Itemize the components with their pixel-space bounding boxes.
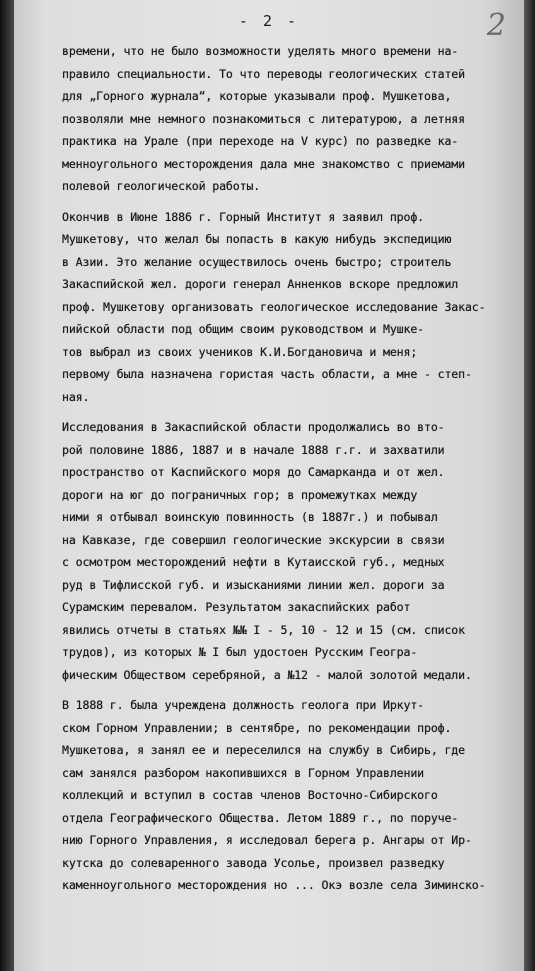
text-line: Окончив в Июне 1886 г. Горный Институт я заявил проф.	[62, 209, 424, 224]
scan-right-edge	[524, 0, 535, 971]
text-line: дороги на юг до пограничных гор; в промежутках между	[62, 487, 418, 502]
text-line: ная.	[62, 389, 90, 404]
text-line: сам занялся разбором накопившихся в Горном Управлении	[62, 765, 424, 780]
text-line: Закаспийской жел. дороги генерал Анненков вскоре предложил	[62, 277, 459, 291]
paragraph-gap	[62, 686, 510, 694]
text-line: проф. Мушкетову организовать геологическое исследование Закас-	[62, 299, 486, 314]
text-line: В 1888 г. была учреждена должность геолога при Иркут-	[62, 698, 424, 712]
text-line: Сурамским перевалом. Результатом закаспийских работ	[62, 600, 411, 614]
text-line: нию Горного Управления, я исследовал берега р. Ангары от Ир-	[62, 833, 472, 847]
text-line: пийской области под общим своим руководством и Мушке-	[62, 322, 424, 336]
paragraph-gap	[62, 408, 510, 416]
text-line: ском Горном Управлении; в сентябре, по рекомендации проф.	[62, 720, 452, 735]
text-line: Исследования в Закаспийской области продолжались во вто-	[62, 420, 445, 434]
paragraph-gap	[62, 198, 510, 206]
text-line: рой половине 1886, 1887 и в начале 1888 г.г. и захватили	[62, 442, 445, 457]
handwritten-page-mark: 2	[486, 8, 506, 43]
document-page	[14, 0, 524, 971]
text-line: каменноугольного месторождения но ... Окэ возле села Зиминско-	[62, 878, 486, 892]
text-line: на Кавказе, где совершил геологические экскурсии в связи	[62, 532, 445, 547]
text-line: полевой геологической работы.	[62, 179, 261, 193]
typewritten-text	[62, 40, 510, 897]
text-line: кутска до солеваренного завода Усолье, произвел разведку	[62, 855, 445, 870]
text-line: менноугольного месторождения дала мне знакомство с приемами	[62, 156, 465, 171]
scan-left-edge	[0, 0, 14, 971]
text-line: тов выбрал из своих учеников К.И.Богдановича и меня;	[62, 344, 418, 359]
text-line: для „Горного журнала“, которые указывали проф. Мушкетова,	[62, 89, 452, 103]
text-line: фическим Обществом серебряной, а №12 - малой золотой медали.	[62, 667, 472, 682]
text-line: трудов), из которых № I был удостоен Русским Геогра-	[62, 645, 418, 659]
text-line: отдела Географического Общества. Летом 1889 г., по поруче-	[62, 810, 459, 825]
text-line: Мушкетову, что желал бы попасть в какую нибудь экспедицию	[62, 232, 452, 246]
text-line: с осмотром месторождений нефти в Кутаисской губ., медных	[62, 555, 445, 569]
text-line: времени, что не было возможности уделять много времени на-	[62, 44, 459, 58]
text-line: первому была назначена гористая часть области, а мне - степ-	[62, 367, 472, 381]
page-number: - 2 -	[238, 12, 300, 30]
text-line: практика на Урале (при переходе на V курс) по разведке ка-	[62, 134, 459, 148]
text-line: коллекций и вступил в состав членов Восточно-Сибирского	[62, 788, 438, 802]
text-line: явились отчеты в статьях №№ I - 5, 10 - 12 и 15 (см. список	[62, 622, 465, 637]
text-line: пространство от Каспийского моря до Самарканда и от жел.	[62, 465, 445, 479]
text-line: в Азии. Это желание осуществилось очень быстро; строитель	[62, 254, 452, 269]
text-line: Мушкетова, я занял ее и переселился на службу в Сибирь, где	[62, 743, 465, 757]
text-line: правило специальности. То что переводы геологических статей	[62, 66, 465, 81]
text-line: позволяли мне немного познакомиться с литературою, а летняя	[62, 111, 465, 126]
text-line: руд в Тифлисской губ. и изысканиями линии жел. дороги за	[62, 577, 445, 592]
text-line: ними я отбывал воинскую повинность (в 1887г.) и побывал	[62, 510, 438, 524]
